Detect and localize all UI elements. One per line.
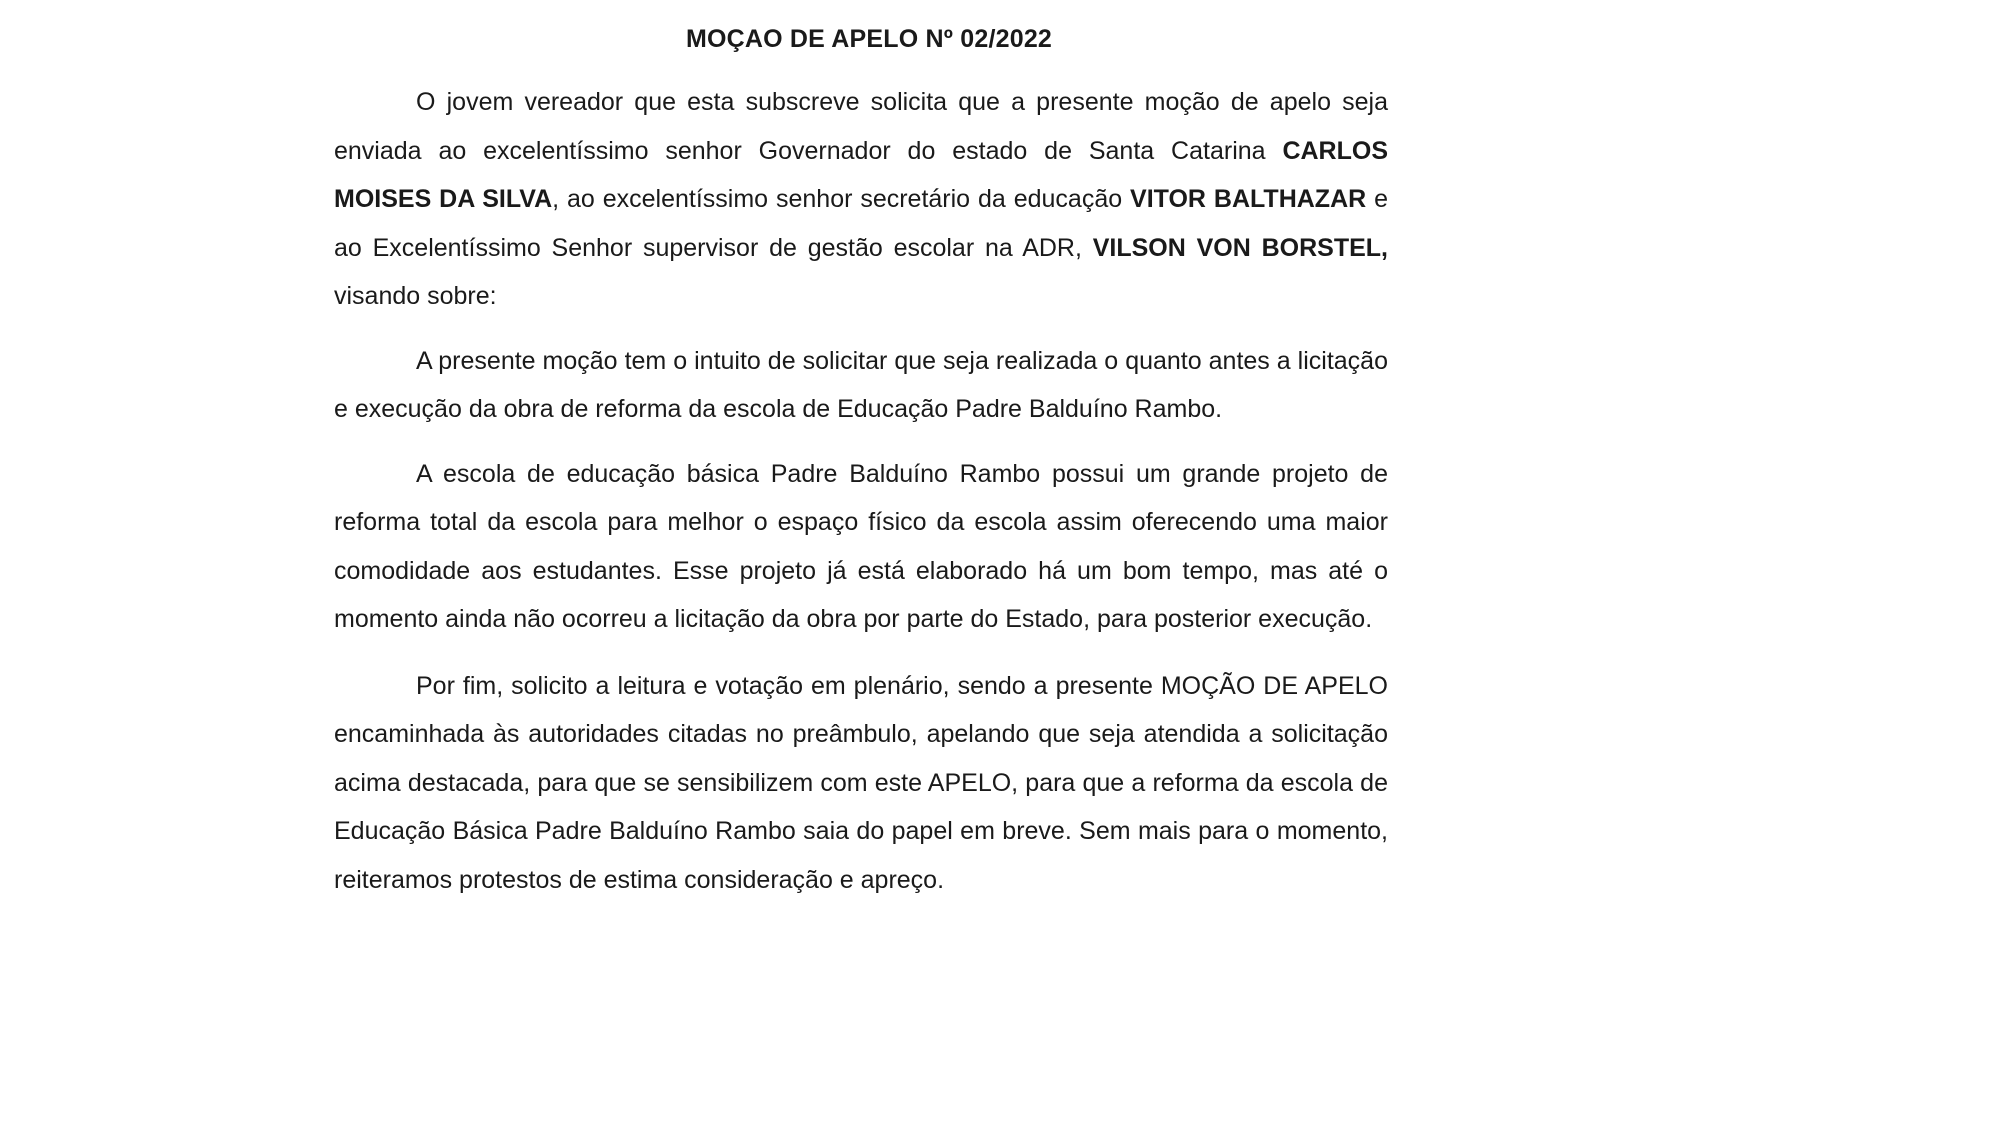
paragraph-request-text-4: visando sobre: bbox=[334, 282, 497, 310]
document-page bbox=[334, 0, 1388, 1125]
paragraph-closing bbox=[334, 662, 1388, 905]
paragraph-request-text-3: e ao Excelentíssimo Senhor supervisor de gestão escolar na ADR, bbox=[334, 185, 1388, 262]
paragraph-purpose bbox=[334, 337, 1388, 434]
paragraph-request bbox=[334, 78, 1388, 321]
paragraph-request-text-1: O jovem vereador que esta subscreve solicita que a presente moção de apelo seja enviada ao excelentíssimo senhor Governador do estado de Santa Catarina bbox=[334, 88, 1388, 165]
paragraph-request-text-2: , ao excelentíssimo senhor secretário da educação bbox=[552, 185, 1131, 213]
governor-name: CARLOS MOISES DA SILVA bbox=[334, 136, 1388, 213]
paragraph-closing-text: Por fim, solicito a leitura e votação em plenário, sendo a presente MOÇÃO DE APELO encaminhada às autoridades citadas no preâmbulo, apelando que seja atendida a solicitação acima destacada, para que se sensibilizem com este APELO, para que a reforma da escola de Educação Básica Padre Balduíno Rambo saia do papel em breve. Sem mais para o momento, reiteramos protestos de estima consideração e apreço. bbox=[334, 671, 1388, 894]
supervisor-name: VILSON VON BORSTEL, bbox=[1092, 233, 1388, 262]
paragraph-purpose-text: A presente moção tem o intuito de solicitar que seja realizada o quanto antes a licitação e execução da obra de reforma da escola de Educação Padre Balduíno Rambo. bbox=[334, 346, 1388, 423]
paragraph-justification bbox=[334, 450, 1388, 644]
document-title: MOÇAO DE APELO Nº 02/2022 bbox=[685, 25, 1053, 53]
secretary-name: VITOR BALTHAZAR bbox=[1130, 185, 1367, 213]
paragraph-justification-text: A escola de educação básica Padre Balduíno Rambo possui um grande projeto de reforma total da escola para melhor o espaço físico da escola assim oferecendo uma maior comodidade aos estudantes. Esse projeto já está elaborado há um bom tempo, mas até o momento ainda não ocorreu a licitação da obra por parte do Estado, para posterior execução. bbox=[334, 459, 1388, 633]
